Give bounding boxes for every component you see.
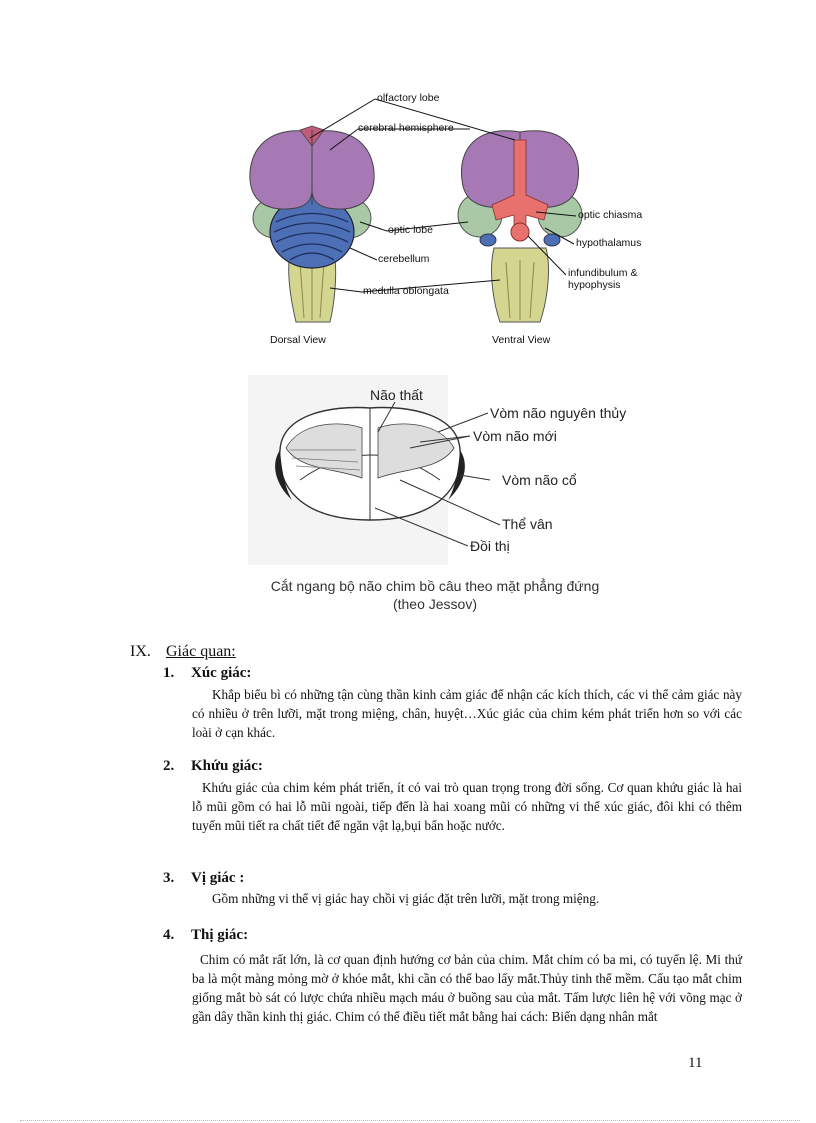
label-cerebral-hemisphere: cerebral hemisphere — [358, 122, 454, 134]
label-hypothalamus: hypothalamus — [576, 237, 642, 249]
subsection-paragraph: Gồm những vi thể vị giác hay chồi vị giác đặt trên lưỡi, mặt trong miệng. — [212, 891, 600, 906]
brain-figure — [0, 0, 816, 360]
subsection-heading: 2. Khứu giác: — [163, 758, 263, 774]
label-nao-that: Não thất — [370, 387, 423, 403]
dorsal-brain — [250, 126, 374, 322]
section-number: IX. — [130, 643, 151, 660]
page-bottom-rule — [20, 1120, 800, 1121]
label-infundibulum: infundibulum & — [568, 267, 638, 279]
label-optic-lobe: optic lobe — [388, 224, 433, 236]
label-olfactory-lobe: olfactory lobe — [377, 92, 440, 104]
figure-caption-line2: (theo Jessov) — [392, 596, 478, 612]
label-optic-chiasma: optic chiasma — [578, 209, 643, 221]
subsection-paragraph: Khứu giác của chim kém phát triển, ít có vai trò quan trọng trong đời sống. Cơ quan khứu giác là hai lỗ mũi gồm có hai lỗ mũi ngoài, tiếp đến là hai xoang mũi có những vi thể xúc giác, đôi khi có thêm tuyến mũi tiết ra chất tiết để ngăn vật lạ,bụi bẩn hoặc nước. — [192, 780, 742, 833]
label-ventral-view: Ventral View — [492, 334, 551, 346]
label-vom-nao-nguyen-thuy: Vòm não nguyên thủy — [490, 405, 627, 421]
subsection-heading: 3. Vị giác : — [163, 870, 245, 886]
subsection-paragraph: Khắp biểu bì có những tận cùng thần kinh cảm giác để nhận các kích thích, các vi thể cảm giác này có nhiều ở trên lưỡi, mặt trong miệng, chân, huyệt…Xúc giác của chim kém phát triển hơn so với các loài ở cạn khác. — [192, 687, 742, 740]
label-cerebellum: cerebellum — [378, 253, 430, 265]
label-doi-thi: Đồi thị — [470, 538, 510, 554]
subsection-heading: 4. Thị giác: — [163, 927, 249, 943]
section-title: Giác quan: — [166, 643, 236, 660]
label-hypophysis: hypophysis — [568, 279, 621, 291]
label-the-van: Thể vân — [502, 516, 553, 532]
figure-caption-line1: Cắt ngang bộ não chim bồ câu theo mặt phẳng đứng — [270, 578, 600, 594]
label-vom-nao-moi: Vòm não mới — [473, 428, 557, 444]
label-medulla-oblongata: medulla oblongata — [363, 285, 449, 297]
section-heading — [130, 643, 236, 661]
cross-section-figure — [0, 370, 816, 630]
label-dorsal-view: Dorsal View — [270, 334, 326, 346]
subsection-heading: 1. Xúc giác: — [163, 665, 252, 681]
page-number: 11 — [688, 1055, 703, 1071]
ventral-brain — [458, 131, 582, 322]
subsection-paragraph: Chim có mắt rất lớn, là cơ quan định hướng cơ bản của chim. Mắt chim có ba mi, có tuyến lệ. Mi thứ ba là một màng mỏng mờ ở khóe mắt, khi cần có thể bao lấy mắt.Thủy tinh thể mềm. Cấu tạo mắt chim giống mắt bò sát có lược chứa nhiều mạch máu ở buồng sau của mắt. Tấm lược liên hệ với võng mạc ở gần dây thần kinh thị giác. Chim có thể điều tiết mắt bằng hai cách: Biến dạng nhân mắt — [192, 952, 742, 1024]
brain-illustration — [0, 0, 816, 360]
label-vom-nao-co: Vòm não cổ — [502, 472, 577, 488]
